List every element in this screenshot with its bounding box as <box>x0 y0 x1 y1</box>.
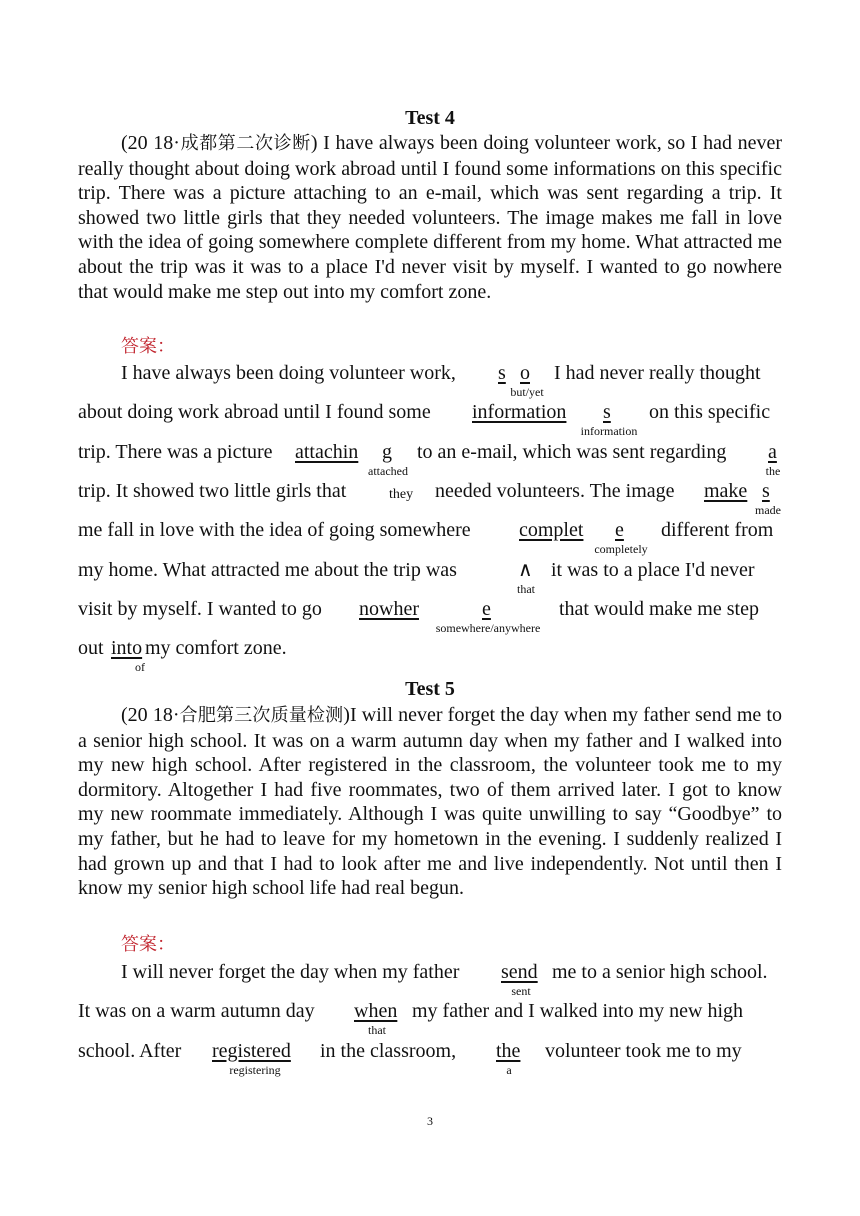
marked-word: s <box>762 479 770 502</box>
test4-question-paragraph <box>78 131 782 304</box>
answer-text: ∧ <box>518 558 533 581</box>
test4-answer-line <box>78 399 782 439</box>
answer-text: to an e-mail, which was sent regarding <box>417 440 727 463</box>
test5-title: Test 5 <box>405 678 455 700</box>
answer-text: needed volunteers. The image <box>435 479 675 502</box>
correction-note: but/yet <box>510 385 544 399</box>
correction-note: that <box>517 581 535 596</box>
test4-paragraph-text: ) I have always been doing volunteer work, so I had never really thought about doing work abroad until I found some informations on this specific trip. There was a picture attaching to an e-mail, which was sent regarding a trip. It showed two little girls that they needed volunteers. The image makes me fall in love with the idea of going somewhere complete different from my home. What attracted me about the trip was it was to a place I'd never visit by myself. I wanted to go nowhere that would make me step out into my comfort zone. <box>78 132 782 303</box>
test5-answer-label: 答案： <box>121 934 175 955</box>
test4-answer-line <box>78 517 782 557</box>
correction-note: of <box>135 660 145 675</box>
answer-text: trip. There was a picture <box>78 440 273 463</box>
marked-word: g <box>382 440 392 463</box>
correction-note: somewhere/anywhere <box>435 620 541 635</box>
answer-text: school. After <box>78 1039 182 1062</box>
marked-word: registered <box>212 1039 291 1062</box>
correction-note: the <box>765 463 781 478</box>
test4-answer-line <box>78 635 782 675</box>
test5-question-paragraph <box>78 703 782 901</box>
marked-word: when <box>354 1000 398 1023</box>
answer-text: It was on a warm autumn day <box>78 1000 315 1023</box>
test4-source-prefix: (20 18· <box>121 132 180 154</box>
correction-note: that <box>368 1023 386 1038</box>
test4-title: Test 4 <box>405 107 455 129</box>
answer-text: visit by myself. I wanted to go <box>78 597 322 620</box>
answer-text: it was to a place I'd never <box>551 558 755 581</box>
test4-answer-line <box>78 557 782 596</box>
answer-text: trip. It showed two little girls that <box>78 479 347 502</box>
marked-word: a <box>768 440 777 463</box>
answer-text: my father and I walked into my new high <box>412 1000 744 1023</box>
answer-text: out <box>78 637 104 660</box>
correction-note: attached <box>368 463 408 478</box>
test4-answer-line <box>78 439 782 478</box>
answer-text: that would make me step <box>559 597 759 620</box>
test4-source-cn: 成都第二次诊断 <box>179 133 311 154</box>
test5-paragraph-text: )I will never forget the day when my father send me to a senior high school. It was on a warm autumn day when my father and I walked into my new high school. After registered in the classroom, the volunteer took me to my dormitory. Altogether I had five roommates, two of them arrived later. I got to know my new roommate immediately. Although I was quite unwilling to say “Goodbye” to my father, but he had to leave for my hometown in the evening. I suddenly realized I had grown up and that I had to look after me and live independently. Not until then I know my senior high school life had real begun. <box>78 704 782 900</box>
marked-word: o <box>520 362 530 384</box>
correction-note: completely <box>594 542 648 557</box>
answer-text: in the classroom, <box>320 1039 457 1062</box>
answer-text: me fall in love with the idea of going somewhere <box>78 519 471 542</box>
marked-word: the <box>496 1039 521 1062</box>
marked-word: complet <box>519 519 584 542</box>
correction-note: made <box>755 502 781 517</box>
test5-source-cn: 合肥第三次质量检测 <box>179 705 344 726</box>
answer-text: different from <box>661 519 774 542</box>
test4-answer-label: 答案： <box>121 336 175 357</box>
marked-word: send <box>501 961 538 983</box>
page-number: 3 <box>427 1114 433 1128</box>
answer-text: volunteer took me to my <box>545 1039 742 1062</box>
marked-word: attachin <box>295 440 359 463</box>
answer-text: on this specific <box>649 401 771 424</box>
marked-word: into <box>111 637 143 660</box>
marked-word: information <box>472 401 567 424</box>
answer-text: I had never really thought <box>554 362 761 384</box>
test5-answer-line <box>78 959 782 998</box>
test4-answer-line <box>78 596 782 635</box>
correction-note: sent <box>511 984 531 998</box>
correction-note: a <box>506 1062 512 1077</box>
answer-text: they <box>389 486 414 502</box>
marked-word: nowher <box>359 597 419 620</box>
test5-source-prefix: (20 18· <box>121 704 180 726</box>
marked-word: e <box>615 519 624 542</box>
test5-answer-line <box>78 1038 782 1077</box>
answer-text: me to a senior high school. <box>552 961 768 983</box>
answer-text: about doing work abroad until I found some <box>78 401 431 424</box>
answer-text: my home. What attracted me about the trip was <box>78 558 457 581</box>
correction-note: registering <box>229 1062 281 1077</box>
correction-note: information <box>580 424 638 439</box>
marked-word: s <box>498 362 506 384</box>
answer-text: I will never forget the day when my father <box>121 961 460 983</box>
marked-word: e <box>482 597 491 620</box>
answer-text: I have always been doing volunteer work, <box>121 362 456 384</box>
marked-word: s <box>603 401 611 424</box>
test5-answer-line <box>78 998 782 1038</box>
test4-answer-line <box>78 478 782 517</box>
marked-word: make <box>704 479 748 502</box>
test4-answer-line <box>78 360 782 399</box>
answer-text: my comfort zone. <box>145 637 287 660</box>
